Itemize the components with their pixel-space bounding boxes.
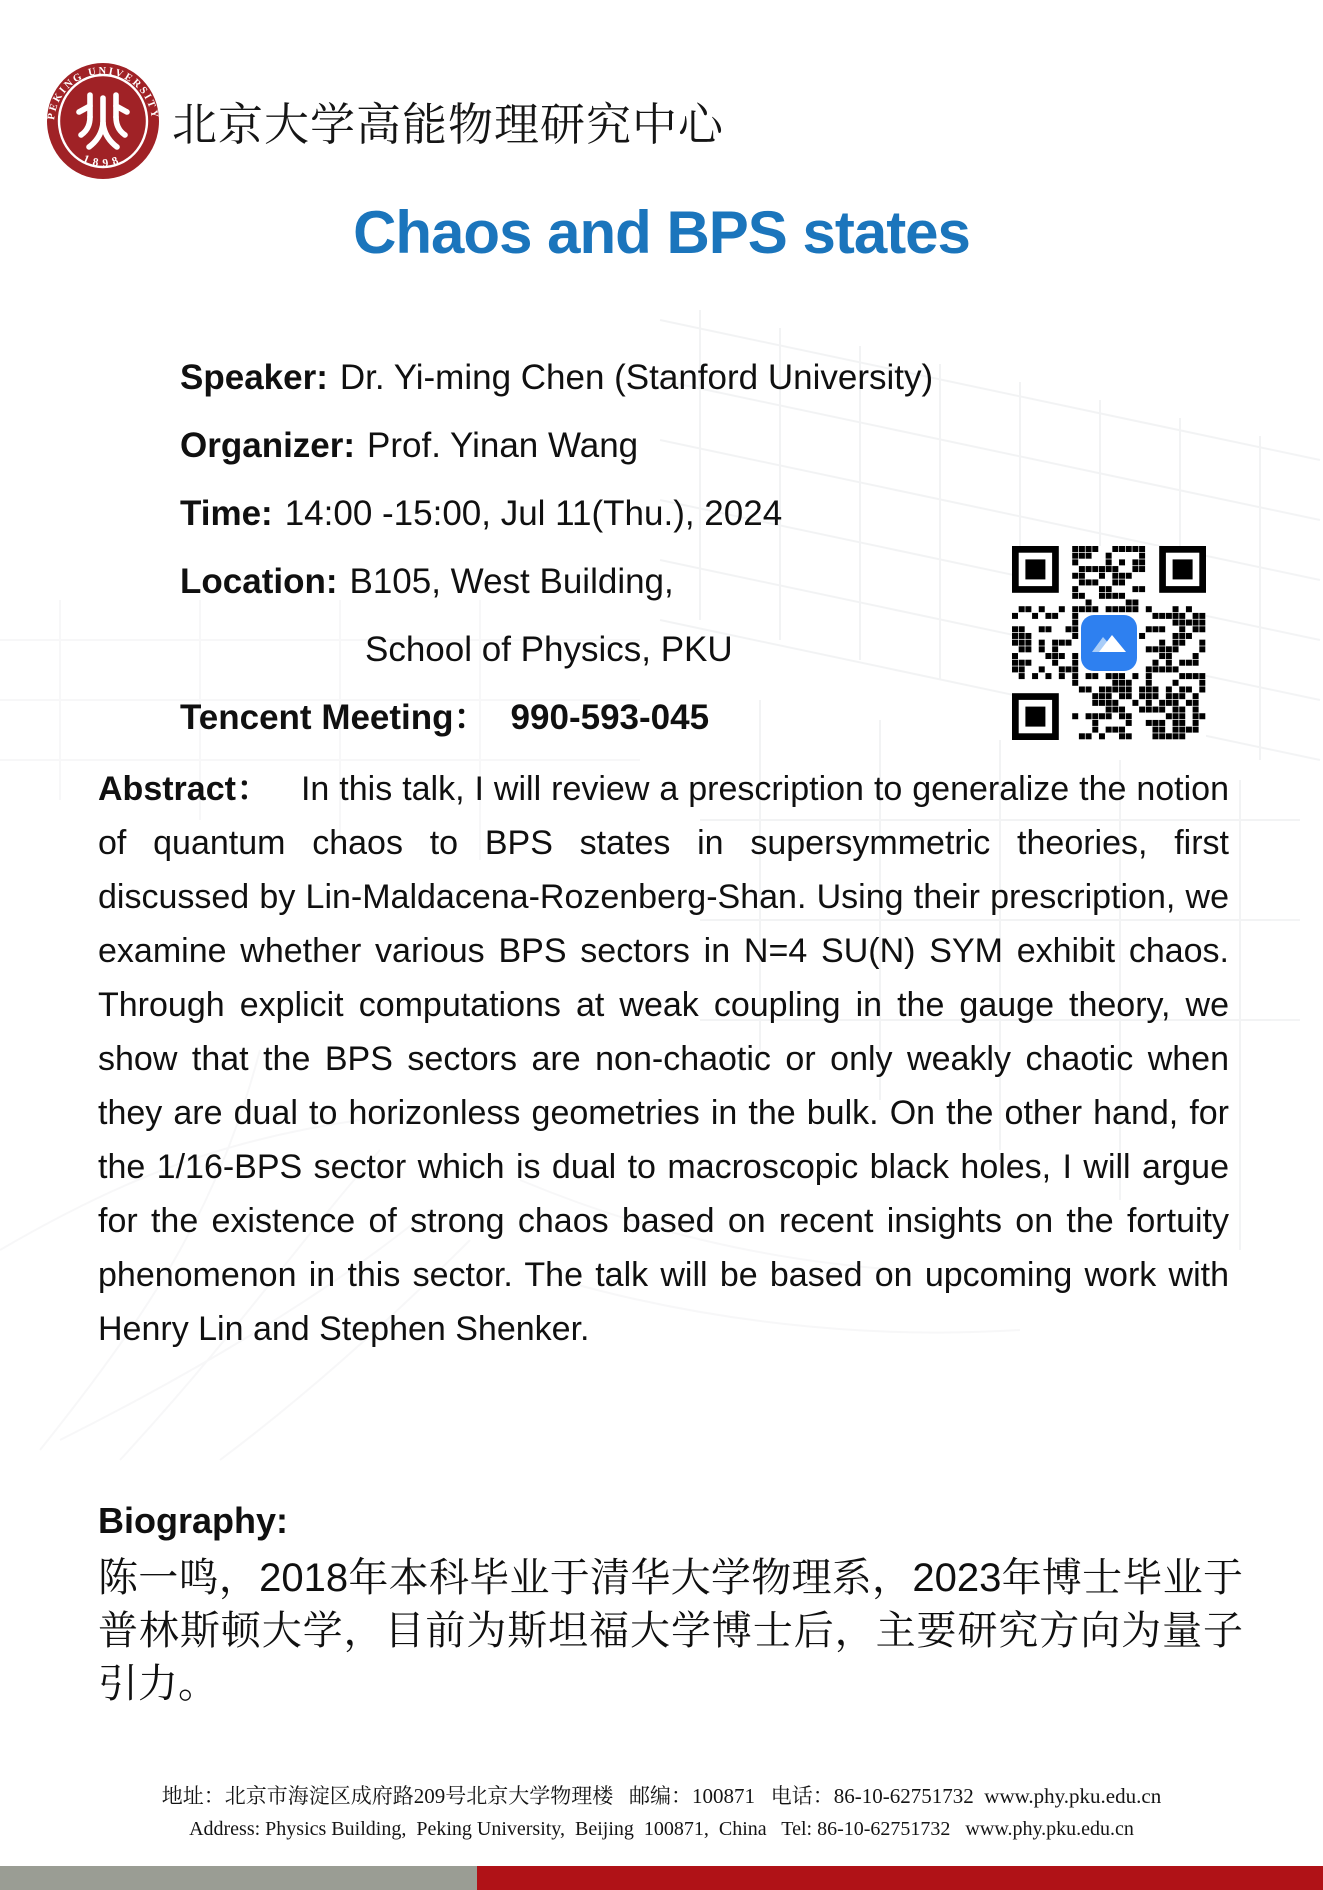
seal-year-text: 1898 xyxy=(81,153,125,170)
speaker-label: Speaker: xyxy=(180,358,328,397)
info-row-time xyxy=(180,480,933,548)
seminar-info xyxy=(180,344,933,752)
pku-seal-icon xyxy=(46,62,160,180)
info-row-location xyxy=(180,548,933,616)
meeting-id: 990-593-045 xyxy=(510,698,710,737)
meeting-label: Tencent Meeting： xyxy=(180,698,489,737)
tencent-meeting-qr-code xyxy=(1012,546,1206,740)
info-row-tencent-meeting xyxy=(180,684,933,752)
organizer-value: Prof. Yinan Wang xyxy=(367,426,639,465)
time-label: Time: xyxy=(180,494,273,533)
info-row-speaker xyxy=(180,344,933,412)
footer xyxy=(0,1780,1323,1846)
info-row-organizer xyxy=(180,412,933,480)
location-value-line2: School of Physics, PKU xyxy=(365,630,733,669)
abstract-paragraph xyxy=(98,762,1229,1356)
organization-name: 北京大学高能物理研究中心 xyxy=(172,99,725,150)
seminar-title: Chaos and BPS states xyxy=(353,199,970,266)
footer-address-cn: 地址：北京市海淀区成府路209号北京大学物理楼 邮编：100871 电话：86-10-62751732 www.phy.pku.edu.cn xyxy=(161,1784,1162,1808)
speaker-value: Dr. Yi-ming Chen (Stanford University) xyxy=(339,358,934,397)
seal-ring-text: PEKING UNIVERSITY xyxy=(46,65,160,121)
organizer-label: Organizer: xyxy=(180,426,356,465)
bottom-bar-gray-segment xyxy=(0,1866,477,1890)
biography-text: 陈一鸣，2018年本科毕业于清华大学物理系，2023年博士毕业于普林斯顿大学，目前为斯坦福大学博士后，主要研究方向为量子引力。 xyxy=(98,1556,1243,1706)
location-label: Location: xyxy=(180,562,338,601)
info-row-location-2 xyxy=(180,616,933,684)
location-value-line1: B105, West Building, xyxy=(349,562,674,601)
footer-address-en: Address: Physics Building, Peking University, Beijing 100871, China Tel: 86-10-62751732 www.phy.pku.edu.cn xyxy=(189,1818,1134,1840)
biography-heading: Biography: xyxy=(98,1500,289,1541)
abstract-label: Abstract： xyxy=(98,770,271,808)
bottom-color-bar xyxy=(0,1866,1323,1890)
bottom-bar-red-segment xyxy=(477,1866,1323,1890)
abstract-text: In this talk, I will review a prescription to generalize the notion of quantum chaos to BPS states in supersymmetric theories, first discussed by Lin-Maldacena-Rozenberg-Shan. Using their prescription, we examine whether various BPS sectors in N=4 SU(N) SYM exhibit chaos. Through explicit computations at weak coupling in the gauge theory, we show that the BPS sectors are non-chaotic or only weakly chaotic when they are dual to horizonless geometries in the bulk. On the other hand, for the 1/16-BPS sector which is dual to macroscopic black holes, I will argue for the existence of strong chaos based on recent insights on the fortuity phenomenon in this sector. The talk will be based on upcoming work with Henry Lin and Stephen Shenker. xyxy=(98,770,1229,1348)
tencent-meeting-icon xyxy=(1081,615,1137,671)
time-value: 14:00 -15:00, Jul 11(Thu.), 2024 xyxy=(284,494,783,533)
